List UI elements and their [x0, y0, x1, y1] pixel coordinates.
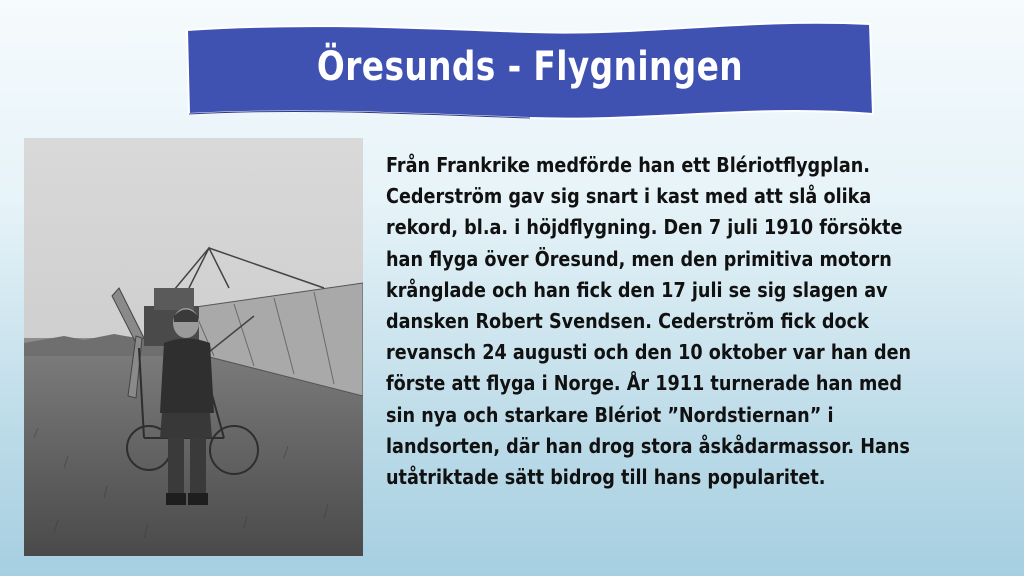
paragraph-line: Cederström gav sig snart i kast med att slå olika — [386, 184, 872, 209]
paragraph-line: dansken Robert Svendsen. Cederström fick dock — [386, 309, 869, 334]
page-title: Öresunds - Flygningen — [316, 44, 744, 90]
paragraph-line: rekord, bl.a. i höjdflygning. Den 7 juli 1910 försökte — [386, 215, 903, 240]
paragraph-line: revansch 24 augusti och den 10 oktober var han den — [386, 340, 912, 365]
title-banner — [185, 18, 875, 126]
paragraph-line: Från Frankrike medförde han ett Blériotflygplan. — [386, 153, 870, 177]
paragraph-line: utåtriktade sätt bidrog till hans popularitet. — [386, 465, 826, 490]
body-paragraph — [386, 150, 936, 493]
paragraph-line: krånglade och han fick den 17 juli se sig slagen av — [386, 277, 888, 302]
paragraph-line: han flyga över Öresund, men den primitiva motorn — [386, 246, 892, 271]
paragraph-line: förste att flyga i Norge. År 1911 turnerade han med — [386, 371, 903, 396]
historical-photo — [24, 138, 363, 556]
paragraph-line: landsorten, där han drog stora åskådarmassor. Hans — [386, 433, 910, 458]
paragraph-line: sin nya och starkare Blériot ”Nordstiernan” i — [386, 402, 834, 427]
